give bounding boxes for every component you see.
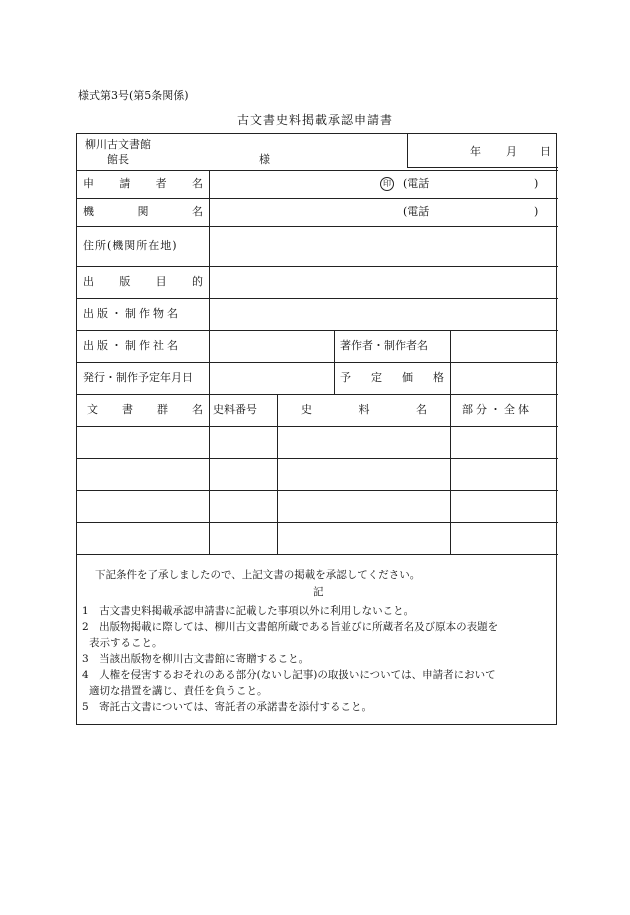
condition-item-cont: 適切な措置を講じ、責任を負うこと。 bbox=[89, 685, 268, 697]
form-number: 様式第3号(第5条関係) bbox=[78, 89, 189, 102]
addressee-org: 柳川古文書館 bbox=[85, 138, 151, 151]
condition-item: 4 人権を侵害するおそれのある部分(ないし記事)の取扱いについては、申請者において bbox=[82, 669, 496, 681]
document-title: 古文書史料掲載承認申請書 bbox=[236, 113, 393, 127]
date-month: 月 bbox=[506, 145, 517, 158]
conditions-intro: 下記条件を了承しましたので、上記文書の掲載を承認してください。 bbox=[95, 569, 421, 581]
doc-name-header: 史 料 名 bbox=[301, 403, 427, 416]
author-label: 著作者・制作者名 bbox=[340, 339, 428, 352]
addressee-honorific: 様 bbox=[259, 153, 270, 166]
publication-date-label: 発行・制作予定年月日 bbox=[83, 371, 193, 384]
date-year: 年 bbox=[470, 145, 481, 158]
work-title-label: 出版・制作物名 bbox=[83, 307, 181, 320]
condition-item: 2 出版物掲載に際しては、柳川古文書館所蔵である旨並びに所蔵者名及び原本の表題を bbox=[82, 621, 499, 633]
doc-number-header: 史料番号 bbox=[213, 403, 257, 416]
conditions-ki: 記 bbox=[313, 586, 324, 598]
address-label: 住所(機関所在地) bbox=[83, 239, 178, 252]
addressee-role: 館長 bbox=[107, 153, 129, 166]
applicant-phone-close: ) bbox=[534, 177, 539, 190]
doc-group-header: 文 書 群 名 bbox=[87, 403, 203, 416]
price-label: 予 定 価 格 bbox=[340, 371, 444, 384]
date-day: 日 bbox=[540, 145, 551, 158]
condition-item-cont: 表示すること。 bbox=[89, 637, 163, 649]
institution-phone-label: (電話 bbox=[403, 205, 430, 218]
condition-item: 5 寄託古文書については、寄託者の承諾書を添付すること。 bbox=[82, 701, 372, 713]
part-whole-header: 部分・全体 bbox=[462, 403, 532, 416]
seal-mark: 印 bbox=[380, 177, 394, 191]
institution-phone-close: ) bbox=[534, 205, 539, 218]
condition-item: 3 当該出版物を柳川古文書館に寄贈すること。 bbox=[82, 653, 310, 665]
purpose-label: 出 版 目 的 bbox=[83, 275, 203, 288]
application-form bbox=[76, 133, 557, 725]
institution-name-label: 機 関 名 bbox=[83, 205, 203, 218]
condition-item: 1 古文書史料掲載承認申請書に記載した事項以外に利用しないこと。 bbox=[82, 605, 415, 617]
applicant-name-label: 申 請 者 名 bbox=[83, 177, 203, 190]
applicant-phone-label: (電話 bbox=[403, 177, 430, 190]
publisher-label: 出版・制作社名 bbox=[83, 339, 181, 352]
